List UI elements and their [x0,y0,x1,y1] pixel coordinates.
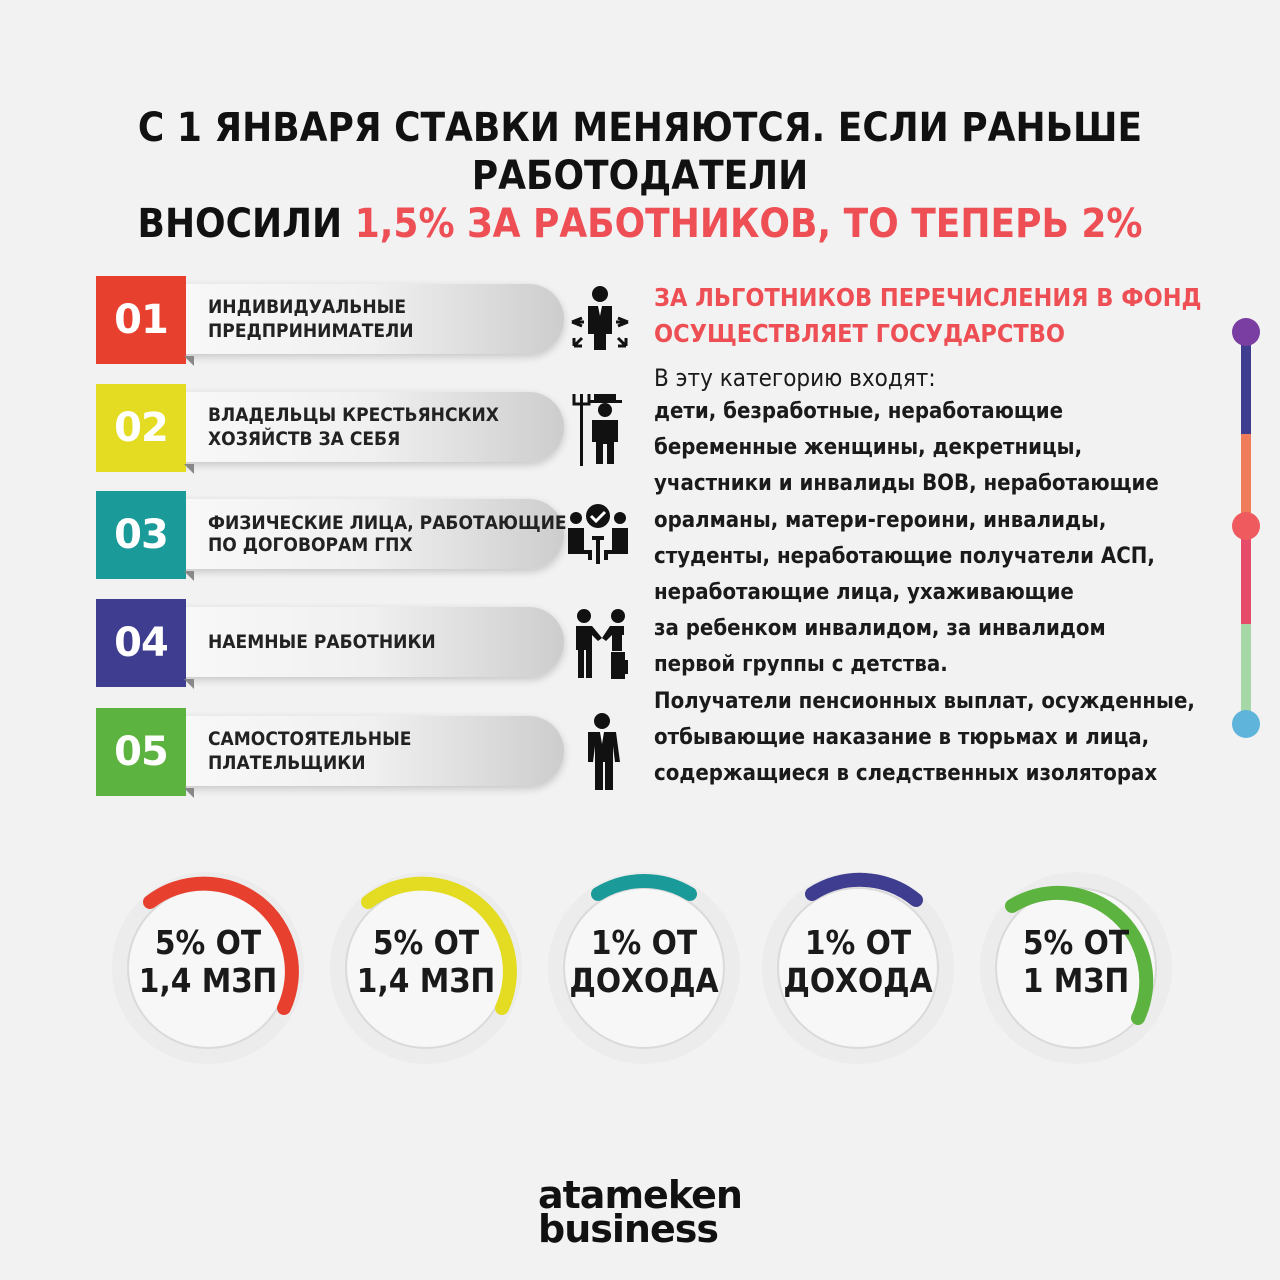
headline-line-2 [0,200,1280,248]
beneficiaries-line: беременные женщины, декретницы, [654,435,1083,461]
category-fold [184,571,194,581]
rate-circle-1 [108,868,308,1068]
category-number-box [96,491,186,579]
category-04 [96,599,566,695]
category-03 [96,491,566,587]
beneficiaries-line: за ребенком инвалидом, за инвалидом [654,616,1106,642]
rate-text [758,924,958,1000]
timeline-dot-top [1232,318,1260,346]
headline-line-1: С 1 ЯНВАРЯ СТАВКИ МЕНЯЮТСЯ. ЕСЛИ РАНЬШЕ РАБОТОДАТЕЛИ [137,105,1143,199]
category-label-line-2: ПРЕДПРИНИМАТЕЛИ [208,320,414,342]
beneficiaries-title [654,280,1214,352]
category-number: 03 [114,512,168,558]
timeline-dot-bottom [1232,710,1260,738]
category-number: 05 [114,729,168,775]
timeline-segment-blue [1241,332,1251,434]
brand-logo-line-2: business [538,1207,718,1251]
category-label-line-2: ХОЗЯЙСТВ ЗА СЕБЯ [208,428,401,450]
timeline-segment-pink [1241,530,1251,624]
category-number: 02 [114,405,168,451]
category-05 [96,708,566,804]
beneficiaries-line: участники и инвалиды ВОВ, неработающие [654,471,1159,497]
beneficiaries-line: Получатели пенсионных выплат, осужденные, [654,688,1195,714]
rate-text [544,924,744,1000]
category-02 [96,384,566,480]
category-number-box [96,276,186,364]
category-01 [96,276,566,372]
rate-line-2: 1,4 МЗП [356,961,496,1000]
category-label [208,607,568,677]
rate-line-1: 5% ОТ [372,923,480,962]
beneficiaries-list [654,394,1244,792]
beneficiaries-title-line-2: ОСУЩЕСТВЛЯЕТ ГОСУДАРСТВО [654,319,1065,348]
category-fold [184,679,194,689]
rate-circle-3 [544,868,744,1068]
businessman-arrows-icon [568,282,632,362]
category-label-line-1: ИНДИВИДУАЛЬНЫЕ [208,296,407,318]
category-label [208,284,568,354]
headline-plain: ВНОСИЛИ [137,201,355,247]
contract-meeting-icon [566,500,630,580]
category-number-box [96,384,186,472]
timeline-segment-green [1241,624,1251,720]
rate-text [108,924,308,1000]
beneficiaries-line: студенты, неработающие получатели АСП, [654,543,1155,569]
beneficiaries-intro: В эту категорию входят: [654,364,936,392]
category-number-box [96,708,186,796]
beneficiaries-title-line-1: ЗА ЛЬГОТНИКОВ ПЕРЕЧИСЛЕНИЯ В ФОНД [654,283,1202,312]
rate-circle-4 [758,868,958,1068]
category-label [208,716,568,786]
beneficiaries-line: дети, безработные, неработающие [654,399,1064,424]
category-fold [184,788,194,798]
farmer-pitchfork-icon [572,388,636,468]
brand-logo-line-1: atameken [538,1173,742,1217]
standing-man-icon [570,712,634,792]
beneficiaries-line: отбывающие наказание в тюрьмах и лица, [654,724,1150,750]
rate-line-2: ДОХОДА [783,961,933,1000]
rate-line-2: 1,4 МЗП [138,961,278,1000]
beneficiaries-line: первой группы с детства. [654,652,948,678]
category-label-line-2: ПО ДОГОВОРАМ ГПХ [208,534,413,556]
rate-line-2: ДОХОДА [569,961,719,1000]
beneficiaries-line: оралманы, матери-героини, инвалиды, [654,507,1107,533]
category-label-line-1: НАЕМНЫЕ РАБОТНИКИ [208,631,436,653]
brand-logo [538,1173,758,1251]
category-fold [184,464,194,474]
category-label-line-1: САМОСТОЯТЕЛЬНЫЕ ПЛАТЕЛЬЩИКИ [208,728,412,774]
rate-line-2: 1 МЗП [1022,961,1130,1000]
timeline-bar [1228,314,1264,744]
rate-line-1: 5% ОТ [154,923,262,962]
beneficiaries-line: содержащиеся в следственных изоляторах [654,761,1158,787]
headline [0,104,1280,248]
category-label-line-1: ВЛАДЕЛЬЦЫ КРЕСТЬЯНСКИХ [208,404,499,426]
category-number: 04 [114,620,168,666]
rate-circle-5 [976,868,1176,1068]
category-number: 01 [114,297,168,343]
rate-text [326,924,526,1000]
timeline-dot-middle [1232,512,1260,540]
headline-highlight: 1,5% ЗА РАБОТНИКОВ, ТО ТЕПЕРЬ 2% [354,201,1143,247]
rate-line-1: 5% ОТ [1022,923,1130,962]
rate-text [976,924,1176,1000]
category-label [208,499,568,569]
rate-circle-2 [326,868,526,1068]
beneficiaries-line: неработающие лица, ухаживающие [654,580,1074,606]
category-label [208,392,568,462]
category-number-box [96,599,186,687]
rate-line-1: 1% ОТ [804,923,912,962]
rate-line-1: 1% ОТ [590,923,698,962]
category-fold [184,356,194,366]
category-label-line-1: ФИЗИЧЕСКИЕ ЛИЦА, РАБОТАЮЩИЕ [208,512,567,534]
handshake-icon [570,606,634,686]
